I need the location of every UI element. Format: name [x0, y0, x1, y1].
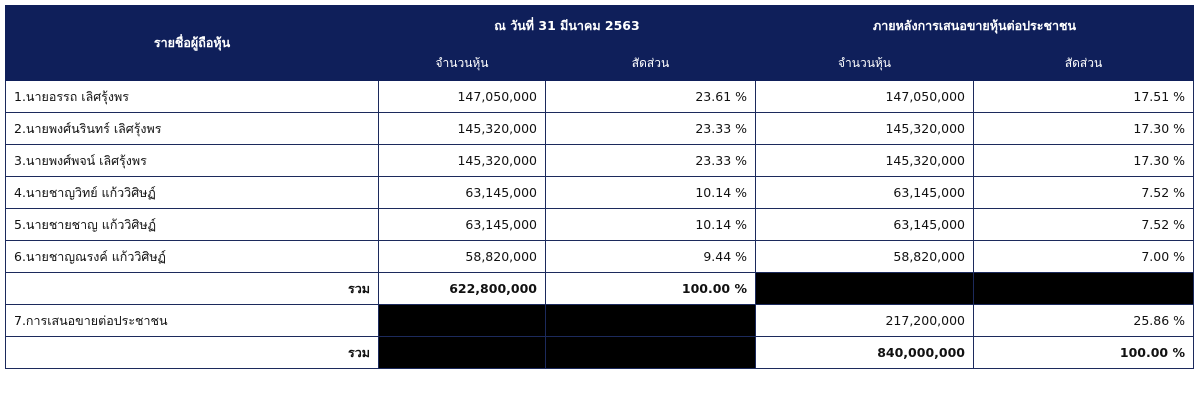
header-shareholder-name: รายชื่อผู้ถือหุ้น	[6, 6, 379, 81]
shareholder-table	[5, 5, 1194, 369]
header-before-shares: จำนวนหุ้น	[379, 47, 546, 81]
before-ratio: 9.44 %	[546, 241, 756, 273]
subtotal-row	[6, 273, 1194, 305]
table-row	[6, 177, 1194, 209]
shareholder-table-container	[5, 5, 1193, 369]
public-offering-row	[6, 305, 1194, 337]
table-row	[6, 113, 1194, 145]
before-shares: 63,145,000	[379, 209, 546, 241]
after-ratio: 17.30 %	[974, 145, 1194, 177]
before-ratio: 23.33 %	[546, 145, 756, 177]
header-before-ratio: สัดส่วน	[546, 47, 756, 81]
table-row	[6, 241, 1194, 273]
after-shares: 145,320,000	[756, 145, 974, 177]
after-ratio: 7.00 %	[974, 241, 1194, 273]
after-ratio: 17.51 %	[974, 81, 1194, 113]
header-after-shares: จำนวนหุ้น	[756, 47, 974, 81]
subtotal-before-ratio: 100.00 %	[546, 273, 756, 305]
before-ratio: 10.14 %	[546, 177, 756, 209]
after-shares: 145,320,000	[756, 113, 974, 145]
before-shares: 147,050,000	[379, 81, 546, 113]
table-row	[6, 81, 1194, 113]
before-shares: 145,320,000	[379, 145, 546, 177]
shareholder-name: 3.นายพงศ์พจน์ เลิศรุ้งพร	[6, 145, 379, 177]
grand-total-after-shares: 840,000,000	[756, 337, 974, 369]
after-ratio: 7.52 %	[974, 177, 1194, 209]
blacked-out-cell	[546, 305, 756, 337]
header-before-offering: ณ วันที่ 31 มีนาคม 2563	[379, 6, 756, 47]
subtotal-before-shares: 622,800,000	[379, 273, 546, 305]
public-offering-name: 7.การเสนอขายต่อประชาชน	[6, 305, 379, 337]
shareholder-name: 2.นายพงศ์นรินทร์ เลิศรุ้งพร	[6, 113, 379, 145]
blacked-out-cell	[974, 273, 1194, 305]
before-shares: 63,145,000	[379, 177, 546, 209]
after-ratio: 7.52 %	[974, 209, 1194, 241]
public-offering-after-ratio: 25.86 %	[974, 305, 1194, 337]
shareholder-name: 4.นายชาญวิทย์ แก้ววิศิษฏ์	[6, 177, 379, 209]
before-shares: 145,320,000	[379, 113, 546, 145]
after-ratio: 17.30 %	[974, 113, 1194, 145]
public-offering-after-shares: 217,200,000	[756, 305, 974, 337]
before-ratio: 10.14 %	[546, 209, 756, 241]
grand-total-row	[6, 337, 1194, 369]
after-shares: 147,050,000	[756, 81, 974, 113]
blacked-out-cell	[379, 305, 546, 337]
shareholder-name: 5.นายชายชาญ แก้ววิศิษฏ์	[6, 209, 379, 241]
table-row	[6, 145, 1194, 177]
grand-total-label: รวม	[6, 337, 379, 369]
before-shares: 58,820,000	[379, 241, 546, 273]
table-row	[6, 209, 1194, 241]
blacked-out-cell	[546, 337, 756, 369]
blacked-out-cell	[379, 337, 546, 369]
after-shares: 63,145,000	[756, 177, 974, 209]
grand-total-after-ratio: 100.00 %	[974, 337, 1194, 369]
before-ratio: 23.61 %	[546, 81, 756, 113]
after-shares: 63,145,000	[756, 209, 974, 241]
blacked-out-cell	[756, 273, 974, 305]
after-shares: 58,820,000	[756, 241, 974, 273]
subtotal-label: รวม	[6, 273, 379, 305]
shareholder-name: 1.นายอรรถ เลิศรุ้งพร	[6, 81, 379, 113]
shareholder-name: 6.นายชาญณรงค์ แก้ววิศิษฏ์	[6, 241, 379, 273]
header-after-ratio: สัดส่วน	[974, 47, 1194, 81]
header-after-offering: ภายหลังการเสนอขายหุ้นต่อประชาชน	[756, 6, 1194, 47]
before-ratio: 23.33 %	[546, 113, 756, 145]
